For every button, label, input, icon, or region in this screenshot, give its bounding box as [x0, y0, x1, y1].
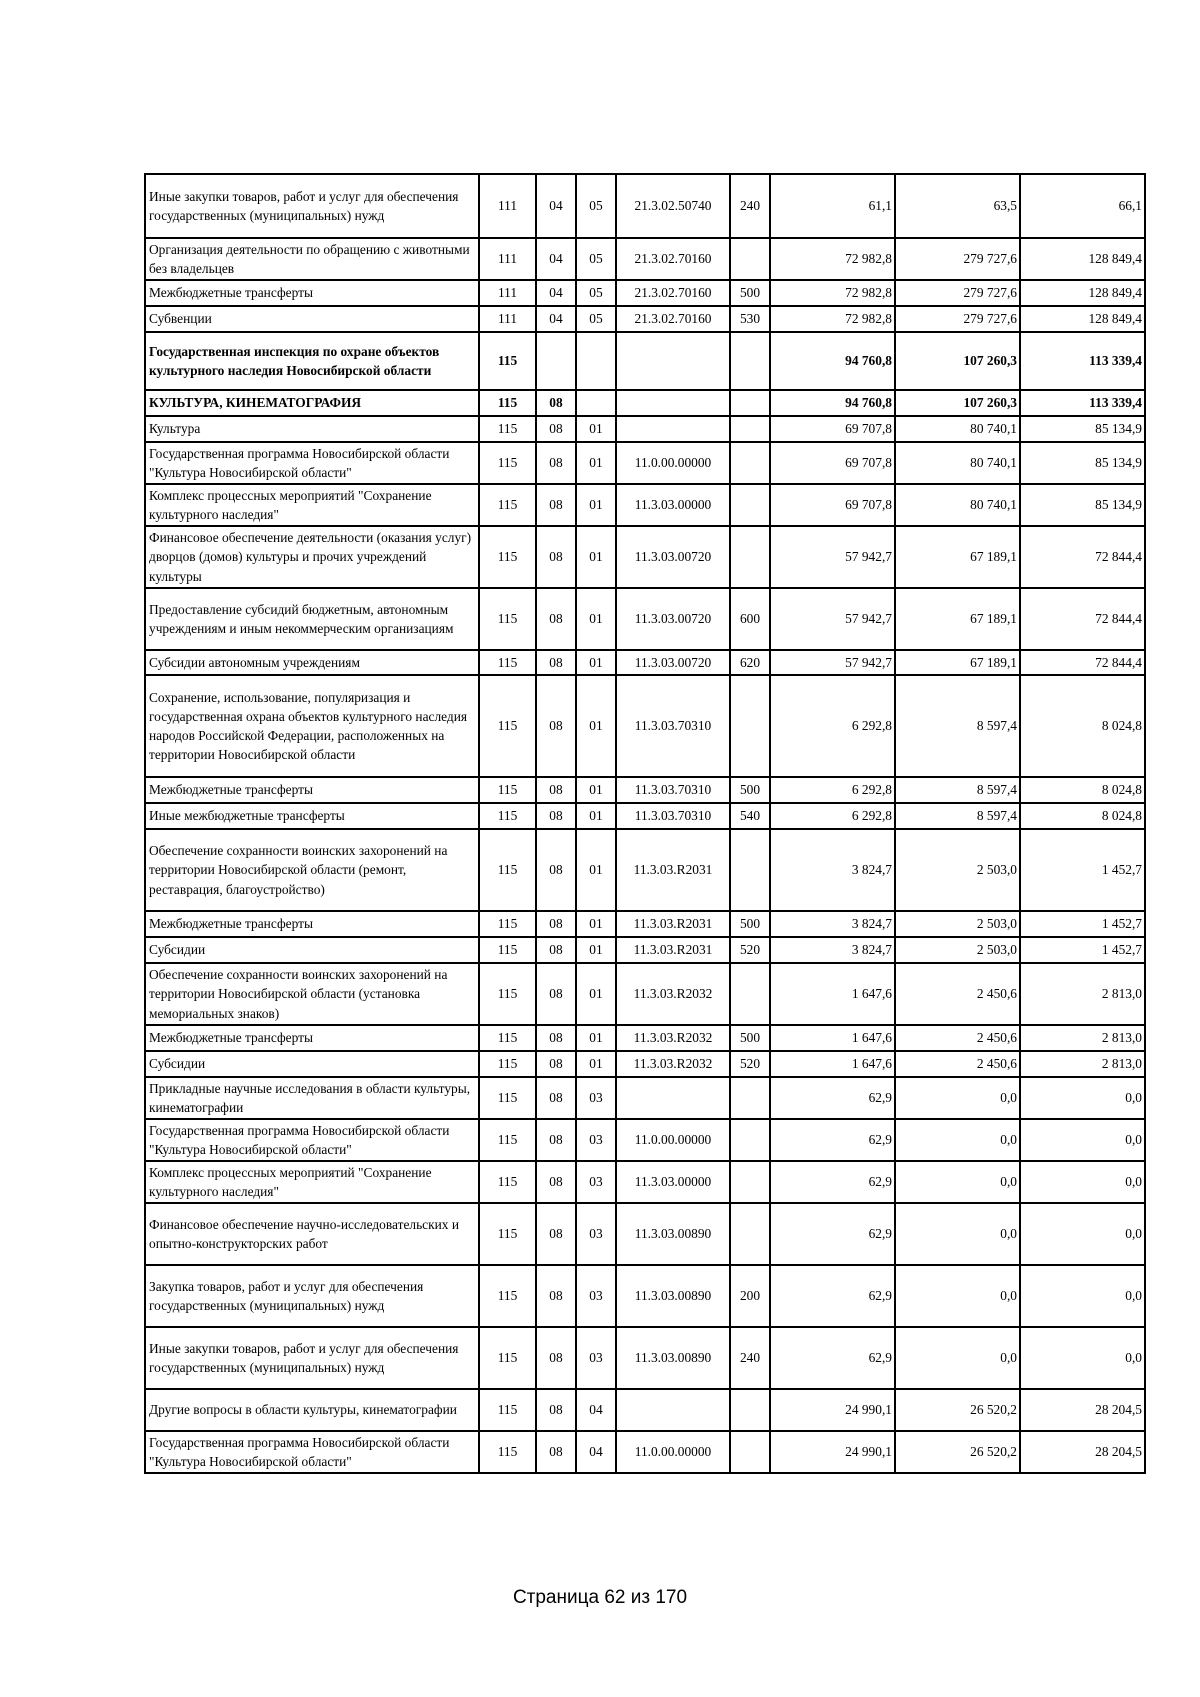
amount-year-1: 24 990,1	[770, 1431, 895, 1473]
ministry-code: 115	[479, 777, 536, 803]
amount-year-3: 128 849,4	[1020, 280, 1145, 306]
section-code: 08	[536, 442, 576, 484]
amount-year-2: 80 740,1	[895, 484, 1020, 526]
ministry-code: 115	[479, 1265, 536, 1327]
amount-year-2: 8 597,4	[895, 803, 1020, 829]
amount-year-3: 66,1	[1020, 174, 1145, 238]
amount-year-1: 69 707,8	[770, 416, 895, 442]
subsection-code: 01	[576, 911, 616, 937]
amount-year-3: 1 452,7	[1020, 829, 1145, 911]
amount-year-2: 2 503,0	[895, 937, 1020, 963]
target-article-code	[616, 416, 730, 442]
subsection-code: 01	[576, 829, 616, 911]
subsection-code: 01	[576, 416, 616, 442]
table-body	[145, 174, 1145, 1473]
expense-type-code	[730, 829, 770, 911]
amount-year-2: 80 740,1	[895, 416, 1020, 442]
row-name: Субсидии	[145, 1051, 479, 1077]
amount-year-1: 62,9	[770, 1327, 895, 1389]
subsection-code	[576, 332, 616, 390]
amount-year-3: 2 813,0	[1020, 1025, 1145, 1051]
amount-year-2: 2 503,0	[895, 911, 1020, 937]
target-article-code: 11.3.03.00720	[616, 588, 730, 650]
target-article-code: 11.3.03.R2032	[616, 963, 730, 1025]
subsection-code: 01	[576, 777, 616, 803]
ministry-code: 115	[479, 1025, 536, 1051]
amount-year-1: 62,9	[770, 1265, 895, 1327]
expense-type-code: 540	[730, 803, 770, 829]
amount-year-2: 2 503,0	[895, 829, 1020, 911]
table-row	[145, 390, 1145, 416]
amount-year-3: 0,0	[1020, 1203, 1145, 1265]
amount-year-1: 57 942,7	[770, 526, 895, 588]
ministry-code: 115	[479, 1327, 536, 1389]
section-code: 08	[536, 803, 576, 829]
table-row	[145, 1327, 1145, 1389]
table-row	[145, 416, 1145, 442]
row-name: Государственная программа Новосибирской области "Культура Новосибирской области"	[145, 1431, 479, 1473]
amount-year-2: 0,0	[895, 1327, 1020, 1389]
expense-type-code	[730, 1389, 770, 1431]
amount-year-1: 6 292,8	[770, 777, 895, 803]
section-code: 08	[536, 1119, 576, 1161]
section-code: 08	[536, 1431, 576, 1473]
subsection-code: 04	[576, 1431, 616, 1473]
subsection-code	[576, 390, 616, 416]
amount-year-3: 2 813,0	[1020, 1051, 1145, 1077]
subsection-code: 05	[576, 174, 616, 238]
ministry-code: 115	[479, 1051, 536, 1077]
expense-type-code	[730, 416, 770, 442]
ministry-code: 115	[479, 1431, 536, 1473]
expense-type-code	[730, 332, 770, 390]
row-name: Государственная программа Новосибирской области "Культура Новосибирской области"	[145, 1119, 479, 1161]
amount-year-1: 72 982,8	[770, 306, 895, 332]
section-code: 04	[536, 306, 576, 332]
amount-year-1: 62,9	[770, 1203, 895, 1265]
row-name: Комплекс процессных мероприятий "Сохранение культурного наследия"	[145, 484, 479, 526]
row-name: Финансовое обеспечение научно-исследовательских и опытно-конструкторских работ	[145, 1203, 479, 1265]
section-code: 08	[536, 1161, 576, 1203]
target-article-code: 11.3.03.70310	[616, 777, 730, 803]
subsection-code: 03	[576, 1119, 616, 1161]
section-code	[536, 332, 576, 390]
ministry-code: 115	[479, 675, 536, 777]
amount-year-2: 279 727,6	[895, 238, 1020, 280]
row-name: Иные межбюджетные трансферты	[145, 803, 479, 829]
ministry-code: 115	[479, 484, 536, 526]
section-code: 08	[536, 829, 576, 911]
table-row	[145, 777, 1145, 803]
table-row	[145, 803, 1145, 829]
section-code: 08	[536, 1265, 576, 1327]
amount-year-3: 85 134,9	[1020, 442, 1145, 484]
table-row	[145, 280, 1145, 306]
expense-type-code: 500	[730, 777, 770, 803]
table-row	[145, 588, 1145, 650]
amount-year-1: 62,9	[770, 1161, 895, 1203]
row-name: Субсидии	[145, 937, 479, 963]
amount-year-1: 57 942,7	[770, 588, 895, 650]
row-name: Межбюджетные трансферты	[145, 280, 479, 306]
target-article-code	[616, 390, 730, 416]
amount-year-3: 128 849,4	[1020, 238, 1145, 280]
row-name: Иные закупки товаров, работ и услуг для обеспечения государственных (муниципальных) нужд	[145, 174, 479, 238]
amount-year-2: 67 189,1	[895, 650, 1020, 675]
section-code: 08	[536, 390, 576, 416]
subsection-code: 05	[576, 306, 616, 332]
table-row	[145, 1119, 1145, 1161]
ministry-code: 115	[479, 416, 536, 442]
target-article-code	[616, 1077, 730, 1119]
amount-year-3: 0,0	[1020, 1161, 1145, 1203]
amount-year-2: 2 450,6	[895, 1051, 1020, 1077]
expense-type-code: 500	[730, 911, 770, 937]
amount-year-2: 80 740,1	[895, 442, 1020, 484]
row-name: Сохранение, использование, популяризация и государственная охрана объектов культурного наследия народов Российской Федерации, расположенных на территории Новосибирской области	[145, 675, 479, 777]
amount-year-3: 1 452,7	[1020, 911, 1145, 937]
subsection-code: 01	[576, 963, 616, 1025]
row-name: Организация деятельности по обращению с животными без владельцев	[145, 238, 479, 280]
subsection-code: 01	[576, 484, 616, 526]
amount-year-3: 1 452,7	[1020, 937, 1145, 963]
section-code: 08	[536, 777, 576, 803]
amount-year-1: 1 647,6	[770, 1051, 895, 1077]
ministry-code: 115	[479, 1389, 536, 1431]
table-row	[145, 1077, 1145, 1119]
section-code: 08	[536, 1389, 576, 1431]
table-row	[145, 829, 1145, 911]
amount-year-1: 94 760,8	[770, 390, 895, 416]
amount-year-2: 2 450,6	[895, 1025, 1020, 1051]
subsection-code: 01	[576, 1025, 616, 1051]
row-name: Другие вопросы в области культуры, кинематографии	[145, 1389, 479, 1431]
expense-type-code: 520	[730, 937, 770, 963]
target-article-code: 11.3.03.00000	[616, 1161, 730, 1203]
row-name: Предоставление субсидий бюджетным, автономным учреждениям и иным некоммерческим организациям	[145, 588, 479, 650]
section-code: 08	[536, 1077, 576, 1119]
subsection-code: 01	[576, 526, 616, 588]
section-code: 08	[536, 937, 576, 963]
target-article-code: 11.3.03.00720	[616, 650, 730, 675]
table-row	[145, 332, 1145, 390]
ministry-code: 115	[479, 1161, 536, 1203]
target-article-code: 11.3.03.R2032	[616, 1025, 730, 1051]
section-code: 08	[536, 675, 576, 777]
section-code: 08	[536, 588, 576, 650]
subsection-code: 03	[576, 1203, 616, 1265]
target-article-code	[616, 1389, 730, 1431]
table-row	[145, 484, 1145, 526]
target-article-code: 21.3.02.50740	[616, 174, 730, 238]
amount-year-3: 0,0	[1020, 1265, 1145, 1327]
amount-year-3: 8 024,8	[1020, 777, 1145, 803]
amount-year-2: 0,0	[895, 1265, 1020, 1327]
table-row	[145, 1431, 1145, 1473]
expense-type-code	[730, 390, 770, 416]
target-article-code: 21.3.02.70160	[616, 280, 730, 306]
amount-year-3: 28 204,5	[1020, 1389, 1145, 1431]
expense-type-code	[730, 963, 770, 1025]
expense-type-code: 200	[730, 1265, 770, 1327]
target-article-code: 11.0.00.00000	[616, 442, 730, 484]
row-name: Финансовое обеспечение деятельности (оказания услуг) дворцов (домов) культуры и прочих учреждений культуры	[145, 526, 479, 588]
amount-year-2: 279 727,6	[895, 306, 1020, 332]
expense-type-code: 620	[730, 650, 770, 675]
expense-type-code: 520	[730, 1051, 770, 1077]
expense-type-code	[730, 238, 770, 280]
ministry-code: 115	[479, 1119, 536, 1161]
subsection-code: 03	[576, 1161, 616, 1203]
amount-year-3: 85 134,9	[1020, 484, 1145, 526]
expense-type-code: 500	[730, 280, 770, 306]
amount-year-2: 0,0	[895, 1161, 1020, 1203]
target-article-code: 11.0.00.00000	[616, 1431, 730, 1473]
amount-year-3: 72 844,4	[1020, 650, 1145, 675]
expense-type-code: 500	[730, 1025, 770, 1051]
amount-year-3: 128 849,4	[1020, 306, 1145, 332]
amount-year-2: 0,0	[895, 1119, 1020, 1161]
subsection-code: 01	[576, 588, 616, 650]
target-article-code: 11.3.03.R2031	[616, 911, 730, 937]
amount-year-1: 24 990,1	[770, 1389, 895, 1431]
subsection-code: 04	[576, 1389, 616, 1431]
section-code: 08	[536, 963, 576, 1025]
ministry-code: 115	[479, 650, 536, 675]
target-article-code: 11.3.03.00720	[616, 526, 730, 588]
table-row	[145, 1265, 1145, 1327]
amount-year-2: 0,0	[895, 1203, 1020, 1265]
target-article-code: 21.3.02.70160	[616, 306, 730, 332]
section-code: 04	[536, 174, 576, 238]
row-name: Прикладные научные исследования в области культуры, кинематографии	[145, 1077, 479, 1119]
ministry-code: 115	[479, 526, 536, 588]
table-row	[145, 963, 1145, 1025]
subsection-code: 05	[576, 280, 616, 306]
amount-year-1: 69 707,8	[770, 442, 895, 484]
section-code: 08	[536, 526, 576, 588]
expense-type-code	[730, 442, 770, 484]
amount-year-1: 72 982,8	[770, 238, 895, 280]
amount-year-2: 0,0	[895, 1077, 1020, 1119]
row-name: Закупка товаров, работ и услуг для обеспечения государственных (муниципальных) нужд	[145, 1265, 479, 1327]
row-name: Межбюджетные трансферты	[145, 1025, 479, 1051]
table-row	[145, 937, 1145, 963]
section-code: 08	[536, 1327, 576, 1389]
table-row	[145, 306, 1145, 332]
table-row	[145, 174, 1145, 238]
amount-year-3: 0,0	[1020, 1119, 1145, 1161]
subsection-code: 01	[576, 650, 616, 675]
amount-year-3: 0,0	[1020, 1077, 1145, 1119]
table-row	[145, 1161, 1145, 1203]
table-row	[145, 1051, 1145, 1077]
subsection-code: 01	[576, 803, 616, 829]
row-name: Субсидии автономным учреждениям	[145, 650, 479, 675]
table-row	[145, 238, 1145, 280]
amount-year-1: 3 824,7	[770, 829, 895, 911]
budget-table	[144, 173, 1146, 1474]
amount-year-1: 1 647,6	[770, 963, 895, 1025]
target-article-code: 11.3.03.R2031	[616, 829, 730, 911]
target-article-code: 11.3.03.R2032	[616, 1051, 730, 1077]
section-code: 08	[536, 416, 576, 442]
amount-year-2: 8 597,4	[895, 777, 1020, 803]
ministry-code: 115	[479, 332, 536, 390]
row-name: Комплекс процессных мероприятий "Сохранение культурного наследия"	[145, 1161, 479, 1203]
amount-year-2: 26 520,2	[895, 1389, 1020, 1431]
subsection-code: 05	[576, 238, 616, 280]
section-code: 04	[536, 280, 576, 306]
ministry-code: 115	[479, 588, 536, 650]
amount-year-1: 6 292,8	[770, 803, 895, 829]
table-row	[145, 1025, 1145, 1051]
table-row	[145, 1203, 1145, 1265]
row-name: Межбюджетные трансферты	[145, 777, 479, 803]
amount-year-3: 0,0	[1020, 1327, 1145, 1389]
expense-type-code	[730, 484, 770, 526]
target-article-code: 21.3.02.70160	[616, 238, 730, 280]
amount-year-2: 8 597,4	[895, 675, 1020, 777]
ministry-code: 115	[479, 911, 536, 937]
amount-year-1: 6 292,8	[770, 675, 895, 777]
ministry-code: 115	[479, 963, 536, 1025]
row-name: Обеспечение сохранности воинских захоронений на территории Новосибирской области (установка мемориальных знаков)	[145, 963, 479, 1025]
amount-year-3: 2 813,0	[1020, 963, 1145, 1025]
section-code: 04	[536, 238, 576, 280]
amount-year-3: 8 024,8	[1020, 803, 1145, 829]
amount-year-1: 3 824,7	[770, 911, 895, 937]
expense-type-code	[730, 526, 770, 588]
subsection-code: 01	[576, 442, 616, 484]
target-article-code: 11.3.03.00890	[616, 1265, 730, 1327]
amount-year-3: 72 844,4	[1020, 588, 1145, 650]
row-name: Обеспечение сохранности воинских захоронений на территории Новосибирской области (ремонт, реставрация, благоустройство)	[145, 829, 479, 911]
row-name: Межбюджетные трансферты	[145, 911, 479, 937]
row-name: КУЛЬТУРА, КИНЕМАТОГРАФИЯ	[145, 390, 479, 416]
amount-year-3: 28 204,5	[1020, 1431, 1145, 1473]
amount-year-1: 3 824,7	[770, 937, 895, 963]
row-name: Государственная программа Новосибирской области "Культура Новосибирской области"	[145, 442, 479, 484]
expense-type-code	[730, 1161, 770, 1203]
amount-year-2: 63,5	[895, 174, 1020, 238]
amount-year-2: 67 189,1	[895, 526, 1020, 588]
amount-year-2: 67 189,1	[895, 588, 1020, 650]
expense-type-code	[730, 1203, 770, 1265]
ministry-code: 115	[479, 1203, 536, 1265]
row-name: Культура	[145, 416, 479, 442]
expense-type-code	[730, 1077, 770, 1119]
section-code: 08	[536, 650, 576, 675]
table-row	[145, 911, 1145, 937]
section-code: 08	[536, 484, 576, 526]
ministry-code: 115	[479, 829, 536, 911]
table-row	[145, 675, 1145, 777]
table-row	[145, 442, 1145, 484]
amount-year-1: 94 760,8	[770, 332, 895, 390]
amount-year-1: 62,9	[770, 1077, 895, 1119]
target-article-code: 11.3.03.00890	[616, 1327, 730, 1389]
expense-type-code: 240	[730, 1327, 770, 1389]
target-article-code: 11.3.03.70310	[616, 675, 730, 777]
amount-year-1: 69 707,8	[770, 484, 895, 526]
subsection-code: 03	[576, 1077, 616, 1119]
amount-year-2: 26 520,2	[895, 1431, 1020, 1473]
table-row	[145, 650, 1145, 675]
amount-year-2: 2 450,6	[895, 963, 1020, 1025]
expense-type-code: 600	[730, 588, 770, 650]
amount-year-1: 1 647,6	[770, 1025, 895, 1051]
expense-type-code	[730, 675, 770, 777]
subsection-code: 01	[576, 1051, 616, 1077]
target-article-code: 11.3.03.70310	[616, 803, 730, 829]
amount-year-1: 61,1	[770, 174, 895, 238]
amount-year-1: 62,9	[770, 1119, 895, 1161]
row-name: Иные закупки товаров, работ и услуг для обеспечения государственных (муниципальных) нужд	[145, 1327, 479, 1389]
section-code: 08	[536, 1051, 576, 1077]
expense-type-code	[730, 1431, 770, 1473]
subsection-code: 03	[576, 1265, 616, 1327]
amount-year-2: 279 727,6	[895, 280, 1020, 306]
subsection-code: 03	[576, 1327, 616, 1389]
amount-year-3: 113 339,4	[1020, 332, 1145, 390]
row-name: Субвенции	[145, 306, 479, 332]
page-number: Страница 62 из 170	[512, 1587, 688, 1608]
target-article-code: 11.3.03.R2031	[616, 937, 730, 963]
table-row	[145, 1389, 1145, 1431]
amount-year-3: 8 024,8	[1020, 675, 1145, 777]
target-article-code: 11.0.00.00000	[616, 1119, 730, 1161]
section-code: 08	[536, 1203, 576, 1265]
amount-year-1: 72 982,8	[770, 280, 895, 306]
amount-year-1: 57 942,7	[770, 650, 895, 675]
ministry-code: 115	[479, 1077, 536, 1119]
ministry-code: 111	[479, 306, 536, 332]
expense-type-code	[730, 1119, 770, 1161]
amount-year-3: 85 134,9	[1020, 416, 1145, 442]
ministry-code: 115	[479, 937, 536, 963]
subsection-code: 01	[576, 675, 616, 777]
target-article-code: 11.3.03.00000	[616, 484, 730, 526]
ministry-code: 115	[479, 390, 536, 416]
table-row	[145, 526, 1145, 588]
expense-type-code: 240	[730, 174, 770, 238]
target-article-code: 11.3.03.00890	[616, 1203, 730, 1265]
amount-year-2: 107 260,3	[895, 332, 1020, 390]
amount-year-3: 72 844,4	[1020, 526, 1145, 588]
ministry-code: 115	[479, 442, 536, 484]
amount-year-2: 107 260,3	[895, 390, 1020, 416]
ministry-code: 111	[479, 280, 536, 306]
section-code: 08	[536, 1025, 576, 1051]
ministry-code: 115	[479, 803, 536, 829]
expense-type-code: 530	[730, 306, 770, 332]
section-code: 08	[536, 911, 576, 937]
row-name: Государственная инспекция по охране объектов культурного наследия Новосибирской области	[145, 332, 479, 390]
subsection-code: 01	[576, 937, 616, 963]
target-article-code	[616, 332, 730, 390]
amount-year-3: 113 339,4	[1020, 390, 1145, 416]
ministry-code: 111	[479, 238, 536, 280]
ministry-code: 111	[479, 174, 536, 238]
